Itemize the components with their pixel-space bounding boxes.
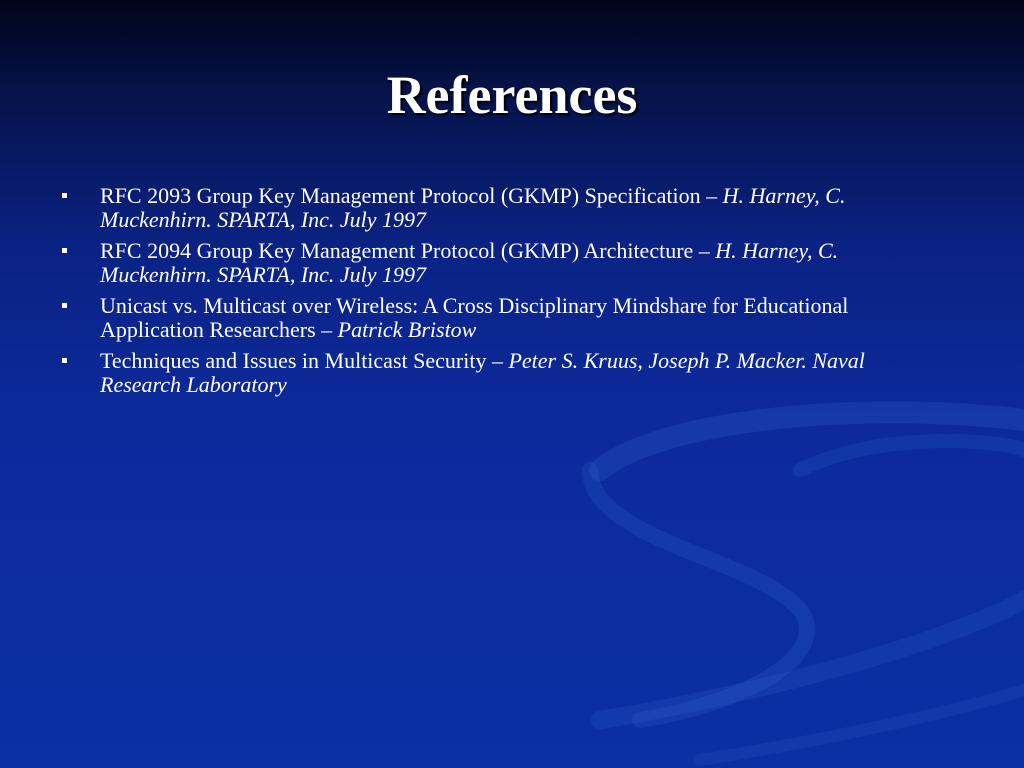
reference-authors: Peter S. Kruus, Joseph P. Macker. Naval Research Laboratory xyxy=(100,348,865,397)
swoosh-arc-inner xyxy=(590,470,807,720)
square-bullet-icon xyxy=(62,358,67,363)
swoosh-arc-bottom xyxy=(700,690,1024,760)
reference-title: Techniques and Issues in Multicast Security – xyxy=(100,348,509,373)
reference-item xyxy=(0,184,950,232)
reference-title: RFC 2094 Group Key Management Protocol (GKMP) Architecture – xyxy=(100,238,716,263)
square-bullet-icon xyxy=(62,248,67,253)
reference-authors: Patrick Bristow xyxy=(337,317,477,342)
swoosh-arc-upper xyxy=(600,412,1024,470)
square-bullet-icon xyxy=(62,303,67,308)
reference-authors: H. Harney, C. Muckenhirn. SPARTA, Inc. July 1997 xyxy=(100,238,839,287)
reference-item xyxy=(0,349,950,397)
reference-item xyxy=(0,239,950,287)
reference-title: RFC 2093 Group Key Management Protocol (GKMP) Specification – xyxy=(100,183,723,208)
reference-item xyxy=(0,294,950,342)
reference-title: Unicast vs. Multicast over Wireless: A Cross Disciplinary Mindshare for Educational Application Researchers – xyxy=(100,293,849,342)
square-bullet-icon xyxy=(62,193,67,198)
slide-title: References xyxy=(386,65,638,125)
swoosh-arc-right xyxy=(800,441,1024,470)
references-list xyxy=(0,184,1024,404)
swoosh-arc-lower xyxy=(600,600,1024,720)
reference-authors: H. Harney, C. Muckenhirn. SPARTA, Inc. July 1997 xyxy=(100,183,846,232)
